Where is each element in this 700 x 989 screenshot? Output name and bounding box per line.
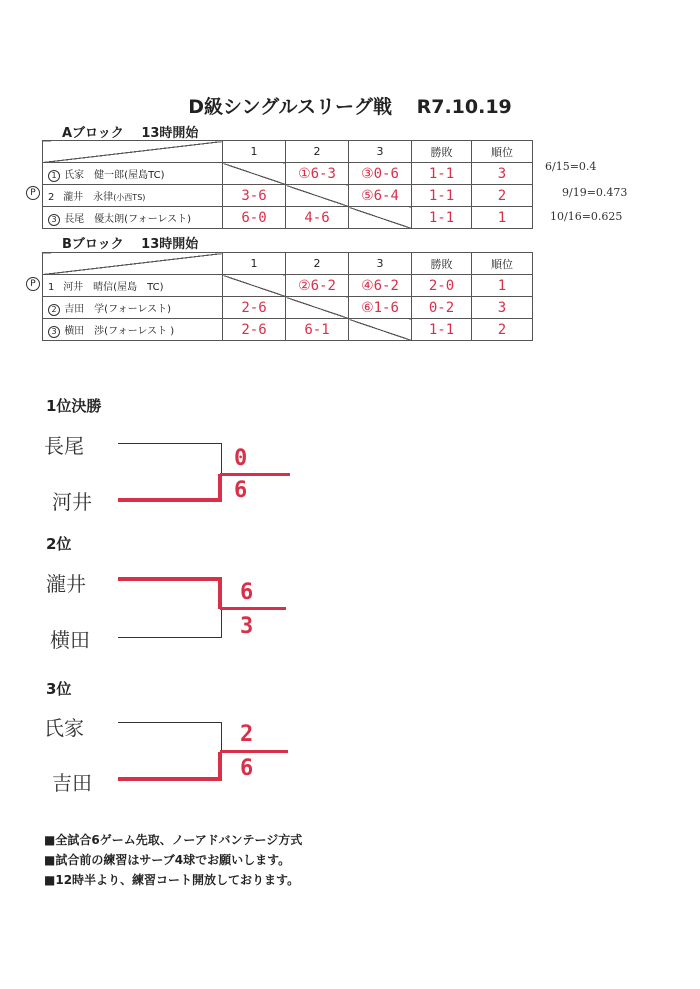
score-cell [349,163,412,185]
winloss: 1-1 [428,165,455,182]
score-top: 0 [234,446,248,471]
score: 3-6 [241,187,267,204]
self-cell [223,163,286,185]
col-header-rank: 順位 [472,141,533,163]
col-header-2: 2 [286,141,349,163]
score: 6-1 [304,321,330,338]
player-name: 吉田 学(フォーレスト) [64,303,171,315]
player-cell [43,163,223,185]
note-line: ■12時半より、練習コート開放しております。 [44,873,300,887]
rank-cell [472,185,533,207]
score-cell [223,319,286,341]
winloss: 0-2 [428,299,455,316]
col-header-2: 2 [286,253,349,275]
winner-line [218,474,222,502]
winner-line [118,777,222,781]
score-cell [286,163,349,185]
block-a-table [42,140,533,229]
player-name: 氏家 健一郎(屋島TC) [64,169,165,181]
score: ③0-6 [361,165,399,182]
rank: 1 [497,277,507,294]
winloss-cell [412,207,472,229]
col-header-1: 1 [223,141,286,163]
final-label: 3位 [46,680,72,698]
col-header-3: 3 [349,253,412,275]
player-number: 1 [48,170,60,182]
winloss-cell [412,185,472,207]
final-label: 2位 [46,535,72,553]
player-cell [43,275,223,297]
rank-cell [472,275,533,297]
ratio-note: 9/19=0.473 [562,186,628,199]
player-number: 2 [48,192,55,203]
note-line: ■試合前の練習はサーブ4球でお願いします。 [44,853,291,867]
score-cell [223,297,286,319]
player-cell [43,297,223,319]
winloss-cell [412,163,472,185]
score-bottom: 6 [240,756,254,781]
table-row [43,207,533,229]
rank-cell [472,319,533,341]
final-top-player: 瀧井 [46,572,86,596]
bracket-line [118,722,222,723]
self-cell [286,185,349,207]
bracket-line [118,637,222,638]
player-name: 河井 晴信(屋島 TC) [63,282,164,293]
score-cell [349,275,412,297]
player-number: 1 [48,282,55,293]
winloss-cell [412,297,472,319]
rank-cell [472,297,533,319]
score-top: 2 [240,722,254,747]
ratio-note: 10/16=0.625 [550,210,623,223]
winner-line [218,577,222,609]
score-cell [286,319,349,341]
table-row [43,163,533,185]
score-bottom: 6 [234,478,248,503]
col-header-1: 1 [223,253,286,275]
score: ⑤6-4 [361,187,399,204]
final-bottom-player: 吉田 [52,771,92,795]
final-bottom-player: 河井 [52,490,92,514]
winloss: 2-0 [428,277,455,294]
player-number: 2 [48,304,60,316]
score: 6-0 [241,209,267,226]
col-header-rank: 順位 [472,253,533,275]
self-cell [223,275,286,297]
col-header-wl: 勝敗 [412,141,472,163]
player-number: 3 [48,214,60,226]
score-cell [349,185,412,207]
final-bottom-player: 横田 [50,628,90,652]
score-top: 6 [240,580,254,605]
p-mark: P [26,277,40,291]
winloss: 1-1 [428,321,455,338]
bracket-line [221,608,222,638]
player-name: 長尾 優太朗(フォーレスト) [64,213,191,225]
score: 2-6 [241,299,267,316]
table-row [43,275,533,297]
title-text: D級シングルスリーグ戦 [188,96,392,118]
score: ①6-3 [298,165,336,182]
table-row [43,319,533,341]
score-cell [223,207,286,229]
self-cell [349,319,412,341]
score-cell [223,185,286,207]
player-name: 瀧井 永律 [63,192,114,203]
table-header-row [43,253,533,275]
winloss: 1-1 [428,209,455,226]
score-cell [286,275,349,297]
final-top-player: 長尾 [44,434,84,458]
date-text: R7.10.19 [416,96,512,118]
rank: 3 [497,165,507,182]
winloss: 1-1 [428,187,455,204]
player-cell [43,207,223,229]
self-cell [286,297,349,319]
ratio-note: 6/15=0.4 [545,160,597,173]
block-b-table [42,252,533,341]
score-bottom: 3 [240,614,254,639]
rank-cell [472,207,533,229]
rank: 1 [497,209,507,226]
table-row [43,297,533,319]
block-b-label: Bブロック 13時開始 [62,237,199,252]
score: ②6-2 [298,277,336,294]
winloss-cell [412,275,472,297]
corner-cell [43,253,223,275]
col-header-wl: 勝敗 [412,253,472,275]
player-cell [43,319,223,341]
corner-cell [43,141,223,163]
rank: 3 [497,299,507,316]
score-cell [286,207,349,229]
final-label: 1位決勝 [46,397,102,415]
table-header-row [43,141,533,163]
player-cell [43,185,223,207]
result-line [220,750,288,753]
rank: 2 [497,187,507,204]
bracket-line [118,443,222,444]
winner-line [218,752,222,781]
score: ④6-2 [361,277,399,294]
score: 2-6 [241,321,267,338]
note-line: ■全試合6ゲーム先取、ノーアドバンテージ方式 [44,833,303,847]
score: ⑥1-6 [361,299,399,316]
player-club: (小西TS) [113,193,146,202]
self-cell [349,207,412,229]
rank: 2 [497,321,507,338]
final-top-player: 氏家 [44,716,84,740]
winloss-cell [412,319,472,341]
result-line [220,607,286,610]
table-row [43,185,533,207]
player-name: 横田 渉(フォーレスト ) [64,325,175,337]
score: 4-6 [304,209,330,226]
winner-line [118,498,222,502]
player-number: 3 [48,326,60,338]
p-mark: P [26,186,40,200]
score-cell [349,297,412,319]
col-header-3: 3 [349,141,412,163]
result-line [220,473,290,476]
rank-cell [472,163,533,185]
page-title [0,92,700,119]
winner-line [118,577,222,581]
block-a-label: Aブロック 13時開始 [62,126,199,141]
